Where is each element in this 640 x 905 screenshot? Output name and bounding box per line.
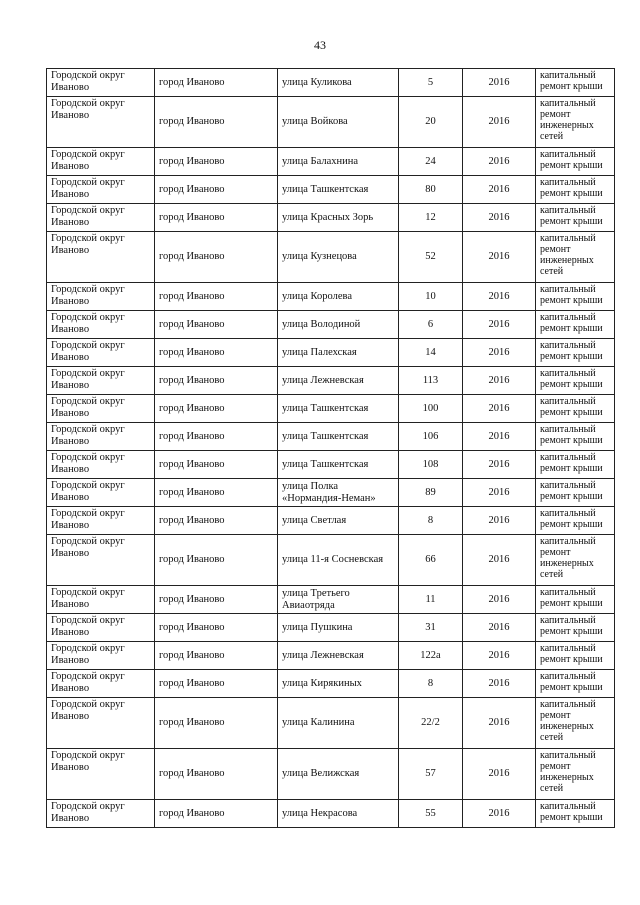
year-cell: 2016 <box>463 479 536 507</box>
table-row <box>47 670 615 698</box>
table-row <box>47 749 615 800</box>
settlement-cell: город Иваново <box>155 451 278 479</box>
year-cell: 2016 <box>463 283 536 311</box>
work-type-cell: капитальный ремонт крыши <box>536 176 615 204</box>
house-number-cell: 66 <box>399 535 463 586</box>
municipality-cell: Городской округ Иваново <box>47 232 155 283</box>
street-cell: улица Некрасова <box>278 800 399 828</box>
table-row <box>47 586 615 614</box>
work-type-cell: капитальный ремонт крыши <box>536 670 615 698</box>
municipality-cell: Городской округ Иваново <box>47 614 155 642</box>
work-type-cell: капитальный ремонт крыши <box>536 283 615 311</box>
work-type-cell: капитальный ремонт инженерных сетей <box>536 698 615 749</box>
municipality-cell: Городской округ Иваново <box>47 479 155 507</box>
municipality-cell: Городской округ Иваново <box>47 670 155 698</box>
work-type-cell: капитальный ремонт крыши <box>536 586 615 614</box>
work-type-cell: капитальный ремонт крыши <box>536 148 615 176</box>
settlement-cell: город Иваново <box>155 586 278 614</box>
table-row <box>47 800 615 828</box>
house-number-cell: 20 <box>399 97 463 148</box>
table-row <box>47 507 615 535</box>
work-type-cell: капитальный ремонт крыши <box>536 311 615 339</box>
municipality-cell: Городской округ Иваново <box>47 97 155 148</box>
year-cell: 2016 <box>463 642 536 670</box>
house-number-cell: 8 <box>399 670 463 698</box>
settlement-cell: город Иваново <box>155 311 278 339</box>
table-row <box>47 642 615 670</box>
street-cell: улица Лежневская <box>278 367 399 395</box>
year-cell: 2016 <box>463 148 536 176</box>
municipality-cell: Городской округ Иваново <box>47 176 155 204</box>
work-type-cell: капитальный ремонт инженерных сетей <box>536 749 615 800</box>
work-type-cell: капитальный ремонт инженерных сетей <box>536 97 615 148</box>
work-type-cell: капитальный ремонт крыши <box>536 614 615 642</box>
municipality-cell: Городской округ Иваново <box>47 586 155 614</box>
work-type-cell: капитальный ремонт крыши <box>536 451 615 479</box>
table-row <box>47 97 615 148</box>
house-number-cell: 8 <box>399 507 463 535</box>
table-row <box>47 479 615 507</box>
street-cell: улица Ташкентская <box>278 423 399 451</box>
street-cell: улица Калинина <box>278 698 399 749</box>
work-type-cell: капитальный ремонт инженерных сетей <box>536 535 615 586</box>
work-type-cell: капитальный ремонт крыши <box>536 507 615 535</box>
municipality-cell: Городской округ Иваново <box>47 339 155 367</box>
house-number-cell: 5 <box>399 69 463 97</box>
year-cell: 2016 <box>463 535 536 586</box>
settlement-cell: город Иваново <box>155 614 278 642</box>
street-cell: улица Войкова <box>278 97 399 148</box>
year-cell: 2016 <box>463 586 536 614</box>
year-cell: 2016 <box>463 339 536 367</box>
year-cell: 2016 <box>463 97 536 148</box>
house-number-cell: 113 <box>399 367 463 395</box>
page-number: 43 <box>314 38 326 52</box>
house-number-cell: 52 <box>399 232 463 283</box>
table-row <box>47 311 615 339</box>
house-number-cell: 122а <box>399 642 463 670</box>
table-row <box>47 204 615 232</box>
street-cell: улица Володиной <box>278 311 399 339</box>
year-cell: 2016 <box>463 367 536 395</box>
work-type-cell: капитальный ремонт крыши <box>536 69 615 97</box>
house-number-cell: 31 <box>399 614 463 642</box>
house-number-cell: 12 <box>399 204 463 232</box>
municipality-cell: Городской округ Иваново <box>47 698 155 749</box>
house-number-cell: 24 <box>399 148 463 176</box>
house-number-cell: 11 <box>399 586 463 614</box>
street-cell: улица Светлая <box>278 507 399 535</box>
municipality-cell: Городской округ Иваново <box>47 69 155 97</box>
work-type-cell: капитальный ремонт крыши <box>536 800 615 828</box>
settlement-cell: город Иваново <box>155 148 278 176</box>
year-cell: 2016 <box>463 670 536 698</box>
table-row <box>47 614 615 642</box>
municipality-cell: Городской округ Иваново <box>47 535 155 586</box>
settlement-cell: город Иваново <box>155 339 278 367</box>
settlement-cell: город Иваново <box>155 698 278 749</box>
street-cell: улица Королева <box>278 283 399 311</box>
street-cell: улица Ташкентская <box>278 395 399 423</box>
settlement-cell: город Иваново <box>155 283 278 311</box>
year-cell: 2016 <box>463 507 536 535</box>
settlement-cell: город Иваново <box>155 395 278 423</box>
table-row <box>47 367 615 395</box>
work-type-cell: капитальный ремонт крыши <box>536 642 615 670</box>
settlement-cell: город Иваново <box>155 423 278 451</box>
table-row <box>47 423 615 451</box>
house-number-cell: 106 <box>399 423 463 451</box>
settlement-cell: город Иваново <box>155 670 278 698</box>
settlement-cell: город Иваново <box>155 176 278 204</box>
settlement-cell: город Иваново <box>155 367 278 395</box>
street-cell: улица Красных Зорь <box>278 204 399 232</box>
street-cell: улица Ташкентская <box>278 451 399 479</box>
municipality-cell: Городской округ Иваново <box>47 451 155 479</box>
municipality-cell: Городской округ Иваново <box>47 800 155 828</box>
municipality-cell: Городской округ Иваново <box>47 204 155 232</box>
house-number-cell: 22/2 <box>399 698 463 749</box>
house-number-cell: 100 <box>399 395 463 423</box>
settlement-cell: город Иваново <box>155 204 278 232</box>
table-row <box>47 451 615 479</box>
house-number-cell: 80 <box>399 176 463 204</box>
year-cell: 2016 <box>463 698 536 749</box>
year-cell: 2016 <box>463 749 536 800</box>
work-type-cell: капитальный ремонт инженерных сетей <box>536 232 615 283</box>
house-number-cell: 108 <box>399 451 463 479</box>
work-type-cell: капитальный ремонт крыши <box>536 367 615 395</box>
house-number-cell: 6 <box>399 311 463 339</box>
street-cell: улица Кузнецова <box>278 232 399 283</box>
year-cell: 2016 <box>463 232 536 283</box>
municipality-cell: Городской округ Иваново <box>47 311 155 339</box>
settlement-cell: город Иваново <box>155 232 278 283</box>
settlement-cell: город Иваново <box>155 800 278 828</box>
year-cell: 2016 <box>463 204 536 232</box>
settlement-cell: город Иваново <box>155 642 278 670</box>
work-type-cell: капитальный ремонт крыши <box>536 339 615 367</box>
house-number-cell: 55 <box>399 800 463 828</box>
street-cell: улица Кирякиных <box>278 670 399 698</box>
settlement-cell: город Иваново <box>155 97 278 148</box>
table-row <box>47 69 615 97</box>
year-cell: 2016 <box>463 451 536 479</box>
street-cell: улица Полка «Нормандия-Неман» <box>278 479 399 507</box>
table-row <box>47 395 615 423</box>
year-cell: 2016 <box>463 423 536 451</box>
settlement-cell: город Иваново <box>155 535 278 586</box>
municipality-cell: Городской округ Иваново <box>47 423 155 451</box>
table-row <box>47 339 615 367</box>
street-cell: улица Балахнина <box>278 148 399 176</box>
house-number-cell: 57 <box>399 749 463 800</box>
municipality-cell: Городской округ Иваново <box>47 367 155 395</box>
street-cell: улица Куликова <box>278 69 399 97</box>
municipality-cell: Городской округ Иваново <box>47 148 155 176</box>
house-number-cell: 14 <box>399 339 463 367</box>
year-cell: 2016 <box>463 311 536 339</box>
settlement-cell: город Иваново <box>155 69 278 97</box>
street-cell: улица Палехская <box>278 339 399 367</box>
year-cell: 2016 <box>463 176 536 204</box>
table-row <box>47 148 615 176</box>
street-cell: улица Пушкина <box>278 614 399 642</box>
year-cell: 2016 <box>463 614 536 642</box>
table-row <box>47 176 615 204</box>
table-row <box>47 283 615 311</box>
table-row <box>47 698 615 749</box>
municipality-cell: Городской округ Иваново <box>47 749 155 800</box>
settlement-cell: город Иваново <box>155 479 278 507</box>
year-cell: 2016 <box>463 69 536 97</box>
settlement-cell: город Иваново <box>155 749 278 800</box>
municipality-cell: Городской округ Иваново <box>47 395 155 423</box>
house-number-cell: 10 <box>399 283 463 311</box>
work-type-cell: капитальный ремонт крыши <box>536 423 615 451</box>
repair-program-table <box>46 68 615 828</box>
municipality-cell: Городской округ Иваново <box>47 283 155 311</box>
house-number-cell: 89 <box>399 479 463 507</box>
street-cell: улица Третьего Авиаотряда <box>278 586 399 614</box>
street-cell: улица 11-я Сосневская <box>278 535 399 586</box>
street-cell: улица Лежневская <box>278 642 399 670</box>
street-cell: улица Ташкентская <box>278 176 399 204</box>
settlement-cell: город Иваново <box>155 507 278 535</box>
year-cell: 2016 <box>463 395 536 423</box>
table-row <box>47 232 615 283</box>
work-type-cell: капитальный ремонт крыши <box>536 204 615 232</box>
work-type-cell: капитальный ремонт крыши <box>536 395 615 423</box>
year-cell: 2016 <box>463 800 536 828</box>
work-type-cell: капитальный ремонт крыши <box>536 479 615 507</box>
table-row <box>47 535 615 586</box>
street-cell: улица Велижская <box>278 749 399 800</box>
municipality-cell: Городской округ Иваново <box>47 507 155 535</box>
municipality-cell: Городской округ Иваново <box>47 642 155 670</box>
table-body <box>47 69 615 828</box>
